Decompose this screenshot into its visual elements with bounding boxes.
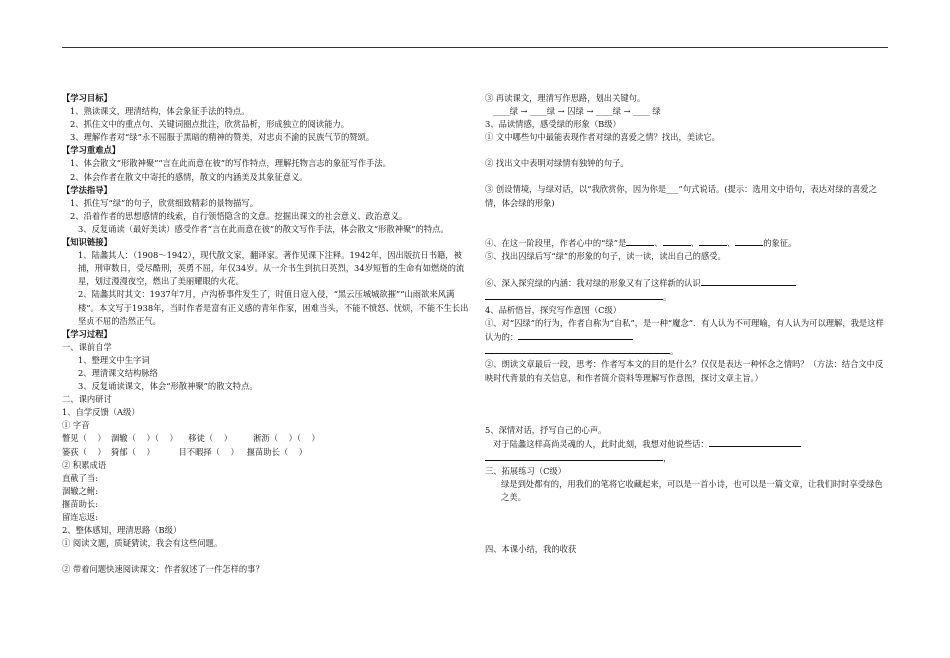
section-heading-knowledge: 【知识链接】 [62,237,112,248]
answer-blank[interactable] [709,437,801,447]
key-item: 1、体会散文“形散神聚”“言在此而意在彼”的写作特点，理解托物言志的象征写作手法。 [70,158,391,169]
left-column [62,92,472,576]
answer-line [485,344,890,358]
section-heading-goals: 【学习目标】 [62,93,112,103]
answer-blank[interactable] [485,344,670,354]
pronunciation-row: 瞥见（ ） 涸辙（ ）（ ） 移徒（ ） 淅沥（ ）（ ） [62,433,320,444]
question-item: ① 文中哪些句中最能表现作者对绿的喜爱之情？找出，美读它。 [485,132,720,143]
idiom-item: 直截了当: [62,472,98,483]
section-title: 三、拓展练习（C级） [485,465,567,476]
period-mark: 。 [670,346,679,357]
idioms-heading: ② 积累成语 [62,459,107,470]
period-mark: 。 [663,291,672,302]
knowledge-paragraph: 2、陆蠡其时其文：1937年7月，卢沟桥事件发生了，时值日寇入侵，“黑云压城城欲摧”“山雨欲来风满楼”。本文写于1938年，当时作者是富有正义感的青年作家，困难当头，不能不愤怒、忧烦，不能不生长出坚贞不屈的浩然正气。 [78,289,469,326]
question-text: ①、对“囚绿”的行为，作者自称为“自私”，是一种“魔念”．有人认为不可理喻，有人认为可以理解，我是这样认为的： [485,318,884,343]
idiom-item: 涸辙之鲋: [62,485,98,496]
section-heading-method: 【学法指导】 [62,184,112,195]
comma-mark: ， [663,452,672,463]
goal-item: 3、理解作者对“绿”永不屈服于黑暗的精神的赞美，对忠贞不渝的民族气节的赞颂。 [70,132,375,143]
overall-title: 2、整体感知，理清思路（B级） [62,525,182,536]
answer-blank[interactable] [485,290,663,300]
question-item: ① 阅读文题，质疑猜读，我会有这些问题。 [62,538,223,549]
extension-text: 绿是到处都有的，用我们的笔将它收藏起来，可以是一首小诗，也可以是一篇文章，让我们时时享受绿色之美。 [501,478,883,503]
question-item: ③ 创设情境，与绿对话，以“我欣赏你，因为你是___”句式说话。(提示：选用文中语句，表达对绿的喜爱之情，体会绿的形象) [485,184,877,208]
question-item: ② 找出文中表明对绿情有独钟的句子。 [485,158,629,169]
answer-blank[interactable] [699,236,727,246]
section-title: 4、品析悟旨，探究写作意图（C级） [485,305,622,316]
symbol-question: ④、在这一阶段里，作者心中的“绿”是 、 、 、 的象征。 [485,237,797,248]
pre-study-item: 2、理清课文结构脉络 [78,367,158,378]
dialogue-prompt [485,437,890,451]
symbol-question-prefix: ④、在这一阶段里，作者心中的“绿”是 [485,237,627,248]
explore-question-text: ⑥、深入探究绿的内涵：我对绿的形象又有了这样新的认识 [485,277,701,288]
method-item: 2、沿着作者的思想感情的线索，自行领悟隐含的文意。挖掘出课文的社会意义、政治意义。 [70,210,408,221]
answer-blank[interactable] [518,330,633,340]
question-item: ⑤、找出囚绿后写“绿”的形象的句子，读一读，读出自己的感受。 [485,250,726,261]
path-line: ____绿 → ____绿 → 囚绿 → ____绿 → ____ 绿 [493,106,661,117]
idiom-item: 留连忘返: [62,512,98,522]
idiom-item: 揠苗助长: [62,498,98,509]
pronunciation-heading: ① 字音 [62,420,90,431]
key-item: 2、体会作者在散文中寄托的感情，散文的内涵美及其象征意义。 [70,171,308,182]
question-item: ② 带着问题快速阅读课文：作者叙述了一件怎样的事？ [62,564,264,575]
method-item: 3、反复诵读（最好美读）感受作者“言在此而意在彼”的散文写作手法，体会散文“形散神聚”的特点。 [78,223,449,234]
section-title: 3、品读情感，感受绿的形象（B级） [485,119,621,130]
section-title: 5、深情对话，抒写自己的心声。 [485,424,607,435]
knowledge-paragraph: 1、陆蠡其人：（1908～1942），现代散文家，翻译家。著作见课下注释。1942年，因出版抗日书籍，被捕，刑审数日，受尽酷刑，英勇不屈，年仅34岁。从一介书生到抗日英烈，34岁短暂的生命有如燃烧的流星，划过漫漫夜空，燃出了美丽耀眼的火花。 [78,250,465,287]
goal-item: 2、抓住文中的重点句、关键词圈点批注，欣赏品析，形成独立的阅读能力。 [70,119,350,130]
answer-blank[interactable] [735,236,763,246]
question-item: ②、朗读文章最后一段，思考：作者写本文的目的是什么？仅仅是表达一种怀念之情吗？（方法：结合文中反映时代背景的有关信息，和作者简介资料等理解写作意图，探讨文章主旨。） [485,359,884,383]
answer-blank[interactable] [485,451,663,461]
pronunciation-row: 篓荻（ ） 猗郁（ ） 目不暇择（ ） 揠苗助长（ ） [62,446,308,457]
explore-question [485,276,890,290]
goal-item: 1、熟读课文，理清结构，体会象征手法的特点。 [70,106,250,117]
section-title: 四、本课小结，我的收获 [485,544,577,555]
feedback-title: 1、自学反馈（A级） [62,407,140,418]
method-item: 1、抓住写“绿”的句子，欣赏细致精彩的景物描写。 [70,197,258,208]
question-item [485,317,890,344]
question-item: ③ 再读课文，理清写作思路，划出关键句。 [485,93,646,103]
pre-study-title: 一、课前自学 [62,341,112,352]
answer-blank[interactable] [626,236,654,246]
symbol-question-suffix: 的象征。 [763,237,797,248]
right-column [485,92,890,556]
answer-line [485,290,890,304]
header-rule [62,47,888,48]
in-class-title: 二、课内研讨 [62,394,112,405]
pre-study-item: 1、整理文中生字词 [78,354,150,365]
answer-line [485,451,890,465]
answer-blank[interactable] [663,236,691,246]
dialogue-text: 对于陆蠡这样高尚灵魂的人，此时此刻，我想对他说些话： [493,438,709,449]
answer-blank[interactable] [701,276,796,286]
section-heading-keys: 【学习重难点】 [62,145,121,156]
section-heading-process: 【学习过程】 [62,328,112,339]
pre-study-item: 3、反复诵读课文，体会“形散神聚”的散文特点。 [78,381,258,392]
